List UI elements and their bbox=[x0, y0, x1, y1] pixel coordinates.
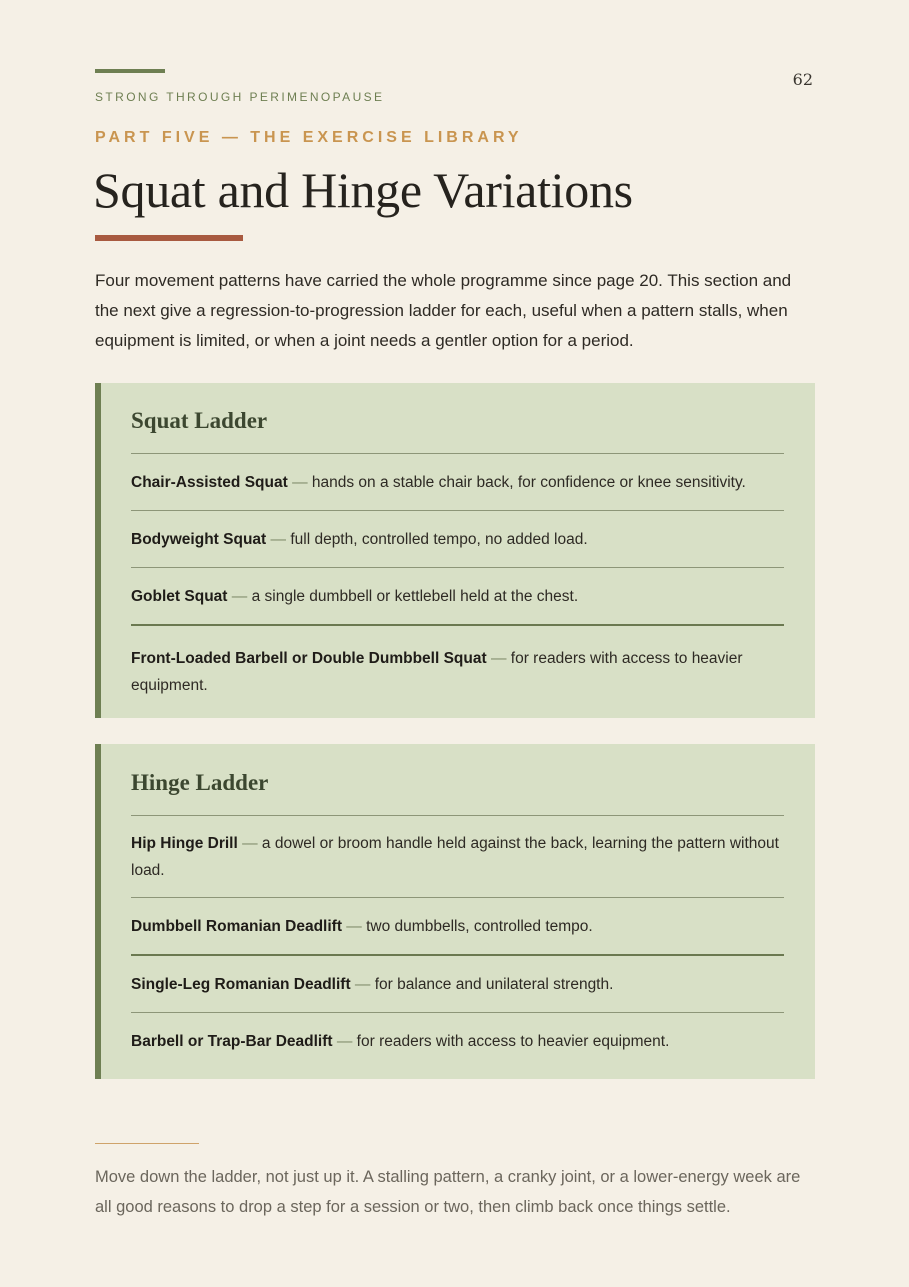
squat-ladder-box bbox=[95, 383, 815, 718]
ladder-title: Hinge Ladder bbox=[131, 770, 269, 795]
ladder-step bbox=[131, 624, 784, 718]
step-name: Single-Leg Romanian Deadlift bbox=[131, 975, 351, 993]
step-separator: — bbox=[350, 975, 375, 993]
ladder-step bbox=[131, 815, 784, 897]
step-name: Bodyweight Squat bbox=[131, 530, 267, 548]
footnote-rule bbox=[95, 1143, 199, 1144]
step-description: a single dumbbell or kettlebell held at the chest. bbox=[251, 587, 579, 605]
page-number: 62 bbox=[792, 70, 813, 89]
step-description: hands on a stable chair back, for confidence or knee sensitivity. bbox=[311, 473, 746, 491]
step-separator: — bbox=[266, 530, 291, 548]
step-separator: — bbox=[486, 650, 511, 667]
page-title: Squat and Hinge Variations bbox=[93, 162, 633, 218]
step-separator: — bbox=[332, 1032, 357, 1050]
step-separator: — bbox=[227, 587, 252, 605]
step-description: for readers with access to heavier equipment. bbox=[356, 1032, 670, 1050]
hinge-ladder-box bbox=[95, 744, 815, 1079]
ladder-title: Squat Ladder bbox=[131, 408, 268, 433]
step-description: a dowel or broom handle held against the back, learning the pattern without load. bbox=[131, 834, 779, 879]
section-kicker: PART FIVE — THE EXERCISE LIBRARY bbox=[95, 129, 523, 146]
ladder-step bbox=[131, 954, 784, 1012]
step-name: Hip Hinge Drill bbox=[131, 834, 238, 852]
step-separator: — bbox=[237, 834, 262, 852]
step-description: for readers with access to heavier equipment. bbox=[131, 650, 743, 694]
top-accent-rule bbox=[95, 69, 165, 73]
ladder-step bbox=[131, 453, 784, 510]
footnote: Move down the ladder, not just up it. A stalling pattern, a cranky joint, or a lower-energy week are all good reasons to drop a step for a session or two, then climb back once things settle. bbox=[95, 1168, 801, 1216]
intro-paragraph: Four movement patterns have carried the whole programme since page 20. This section and the next give a regression-to-progression ladder for each, useful when a pattern stalls, when equipment is limited, or when a joint needs a gentler option for a period. bbox=[95, 271, 792, 350]
step-separator: — bbox=[342, 917, 367, 935]
step-name: Chair-Assisted Squat bbox=[131, 473, 288, 491]
step-description: two dumbbells, controlled tempo. bbox=[366, 917, 593, 935]
step-separator: — bbox=[287, 473, 312, 491]
step-name: Goblet Squat bbox=[131, 587, 228, 605]
step-description: full depth, controlled tempo, no added load. bbox=[290, 530, 588, 548]
ladder-step bbox=[131, 510, 784, 567]
step-name: Barbell or Trap-Bar Deadlift bbox=[131, 1032, 333, 1050]
step-name: Dumbbell Romanian Deadlift bbox=[131, 917, 342, 935]
step-description: for balance and unilateral strength. bbox=[374, 975, 614, 993]
ladder-step bbox=[131, 567, 784, 624]
running-head: STRONG THROUGH PERIMENOPAUSE bbox=[95, 90, 385, 104]
step-name: Front-Loaded Barbell or Double Dumbbell Squat bbox=[131, 650, 487, 667]
title-accent-rule bbox=[95, 235, 243, 241]
ladder-step bbox=[131, 897, 784, 954]
ladder-step bbox=[131, 1012, 784, 1079]
